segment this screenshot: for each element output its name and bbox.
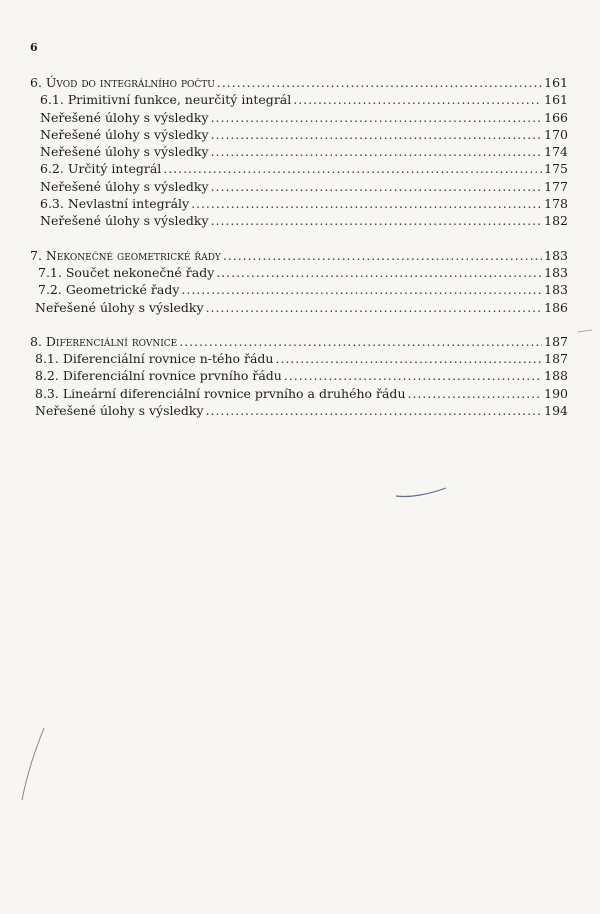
page-ref: 182 [544, 213, 568, 229]
toc-entry [40, 109, 568, 126]
toc-entry [38, 264, 568, 281]
entry-title: 8.1. Diferenciální rovnice n-tého řádu [35, 351, 274, 367]
dot-leader [217, 74, 542, 91]
dot-leader [293, 91, 542, 108]
page-ref: 183 [544, 247, 568, 263]
entry-title: Neřešené úlohy s výsledky [40, 178, 209, 194]
dot-leader [211, 109, 543, 126]
chapter-title: 6. Úvod do integrálního počtu [30, 75, 215, 90]
entry-title: Neřešené úlohy s výsledky [35, 299, 204, 315]
page-ref: 174 [544, 144, 568, 160]
toc-entry [40, 143, 568, 160]
toc-entry [40, 126, 568, 143]
dot-leader [179, 333, 542, 350]
dot-leader [211, 212, 543, 229]
toc-entry [35, 350, 568, 367]
toc-chapter-7 [0, 247, 600, 316]
page-ref: 183 [544, 264, 568, 280]
entry-title: Neřešené úlohy s výsledky [40, 144, 209, 160]
dot-leader [163, 160, 542, 177]
page-ref: 187 [544, 351, 568, 367]
dot-leader [191, 195, 542, 212]
toc-entry [40, 178, 568, 195]
chapter-title: 8. Diferenciální rovnice [30, 333, 178, 349]
page-number: 6 [30, 41, 38, 54]
dot-leader [223, 247, 542, 264]
entry-title: Neřešené úlohy s výsledky [40, 126, 209, 142]
entry-title: 6.1. Primitivní funkce, neurčitý integrál [40, 92, 292, 108]
page-ref: 177 [544, 178, 568, 194]
toc-chapter-heading [30, 247, 568, 264]
toc-chapter-heading [30, 333, 568, 350]
dot-leader [216, 264, 542, 281]
page-ref: 194 [544, 403, 568, 419]
dot-leader [211, 126, 543, 143]
entry-title: 6.3. Nevlastní integrály [40, 196, 190, 212]
toc-entry [40, 212, 568, 229]
page-ref: 187 [544, 333, 568, 349]
table-of-contents [0, 74, 600, 419]
entry-title: 7.2. Geometrické řady [38, 282, 180, 298]
chapter-title: 7. Nekonečné geometrické řady [30, 247, 221, 263]
dot-leader [275, 350, 542, 367]
toc-chapter-8 [0, 333, 600, 419]
toc-chapter-6 [0, 74, 600, 230]
page-ref: 166 [544, 109, 568, 125]
dot-leader [206, 402, 543, 419]
entry-title: Neřešené úlohy s výsledky [40, 109, 209, 125]
page-ref: 175 [544, 161, 568, 177]
toc-entry [35, 367, 568, 384]
dot-leader [408, 385, 543, 402]
dot-leader [211, 143, 543, 160]
entry-title: 8.2. Diferenciální rovnice prvního řádu [35, 368, 282, 384]
page-ref: 178 [544, 196, 568, 212]
page-ref: 183 [544, 282, 568, 298]
toc-entry [40, 160, 568, 177]
toc-entry [40, 91, 568, 108]
toc-chapter-heading [30, 74, 568, 91]
entry-title: 7.1. Součet nekonečné řady [38, 264, 215, 280]
entry-title: 8.3. Lineární diferenciální rovnice prvního a druhého řádu [35, 385, 406, 401]
entry-title: Neřešené úlohy s výsledky [40, 213, 209, 229]
dot-leader [211, 178, 543, 195]
page-ref: 188 [544, 368, 568, 384]
page-ref: 186 [544, 299, 568, 315]
page-ref: 170 [544, 126, 568, 142]
page-ref: 161 [544, 75, 568, 90]
toc-entry [35, 402, 568, 419]
toc-entry [35, 385, 568, 402]
toc-entry [35, 299, 568, 316]
dot-leader [284, 367, 542, 384]
entry-title: 6.2. Určitý integrál [40, 161, 162, 177]
dot-leader [181, 281, 542, 298]
page-ref: 161 [544, 92, 568, 108]
page-ref: 190 [544, 385, 568, 401]
entry-title: Neřešené úlohy s výsledky [35, 403, 204, 419]
toc-entry [38, 281, 568, 298]
toc-entry [40, 195, 568, 212]
dot-leader [206, 299, 543, 316]
